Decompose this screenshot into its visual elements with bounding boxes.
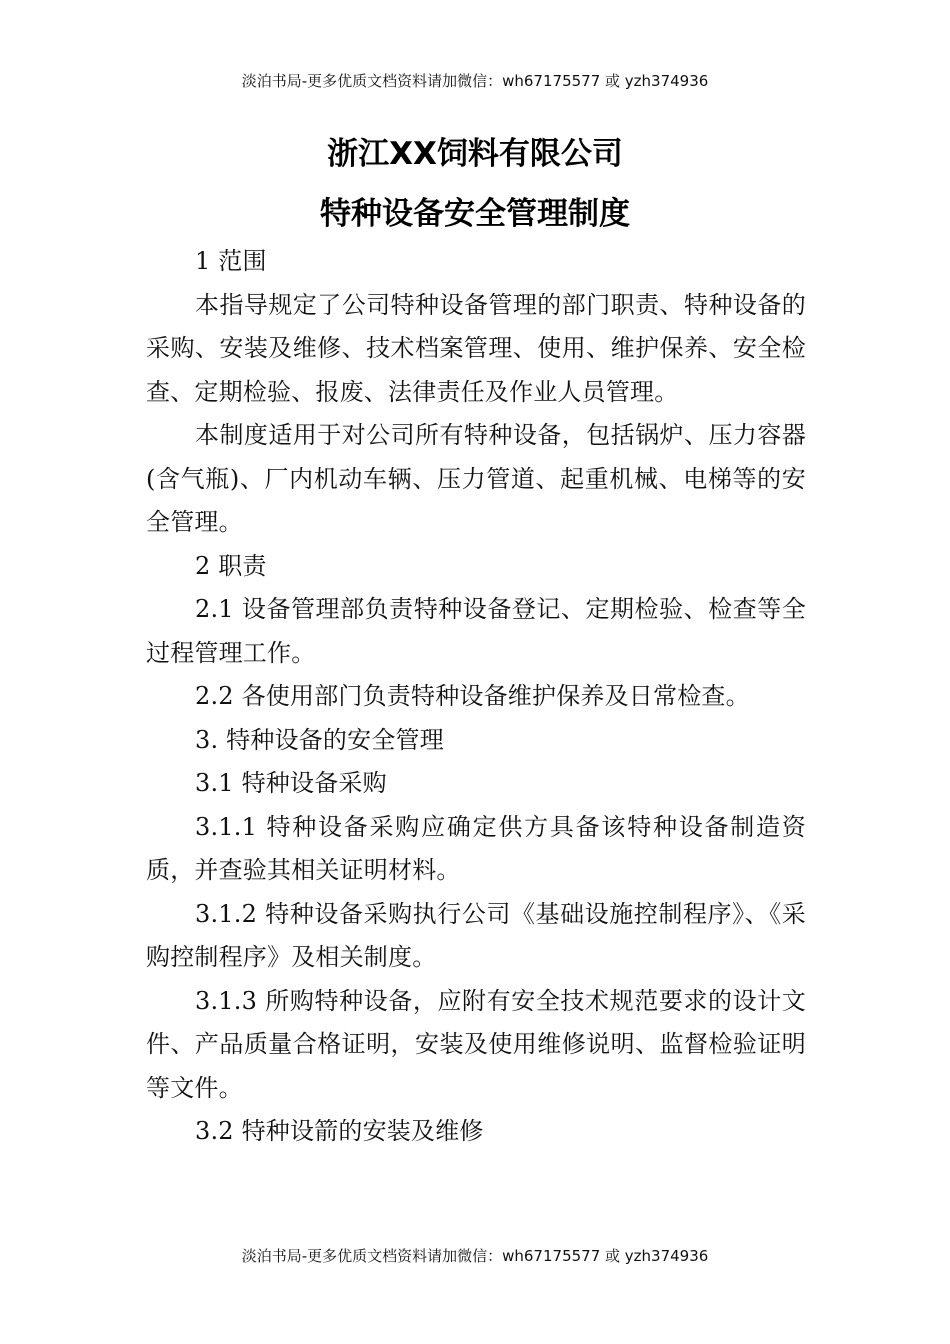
- paragraph-3-1-3: 3.1.3 所购特种设备，应附有安全技术规范要求的设计文件、产品质量合格证明，安装及使用维修说明、监督检验证明等文件。: [146, 986, 806, 1102]
- section-heading-scope: 1 范围: [195, 247, 267, 275]
- subsection-heading-procurement: 3.1 特种设备采购: [195, 769, 387, 797]
- section-heading-safety-management: 3. 特种设备的安全管理: [195, 725, 444, 754]
- document-body: [146, 240, 806, 1154]
- paragraph-3-1-2: 3.1.2 特种设备采购执行公司《基础设施控制程序》、《采购控制程序》及相关制度。: [146, 899, 806, 971]
- paragraph-duty-2-2: 2.2 各使用部门负责特种设备维护保养及日常检查。: [195, 682, 750, 710]
- paragraph-scope-content: 本指导规定了公司特种设备管理的部门职责、特种设备的采购、安装及维修、技术档案管理、使用、维护保养、安全检查、定期检验、报废、法律责任及作业人员管理。: [146, 290, 806, 406]
- header-watermark-note: 淡泊书局-更多优质文档资料请加微信：wh67175577 或 yzh374936: [241, 72, 709, 90]
- footer-watermark-note: 淡泊书局-更多优质文档资料请加微信：wh67175577 或 yzh374936: [241, 1247, 709, 1265]
- document-title-policy: 特种设备安全管理制度: [320, 196, 630, 232]
- paragraph-scope-applicability: 本制度适用于对公司所有特种设备，包括锅炉、压力容器(含气瓶)、厂内机动车辆、压力管道、起重机械、电梯等的安全管理。: [146, 421, 806, 536]
- paragraph-duty-2-1: 2.1 设备管理部负责特种设备登记、定期检验、检查等全过程管理工作。: [146, 595, 806, 667]
- paragraph-3-1-1: 3.1.1 特种设备采购应确定供方具备该特种设备制造资质，并查验其相关证明材料。: [146, 812, 806, 884]
- document-title-company: 浙江XX饲料有限公司: [327, 136, 623, 172]
- subsection-heading-installation: 3.2 特种设箭的安装及维修: [195, 1117, 484, 1145]
- section-heading-duties: 2 职责: [195, 551, 267, 580]
